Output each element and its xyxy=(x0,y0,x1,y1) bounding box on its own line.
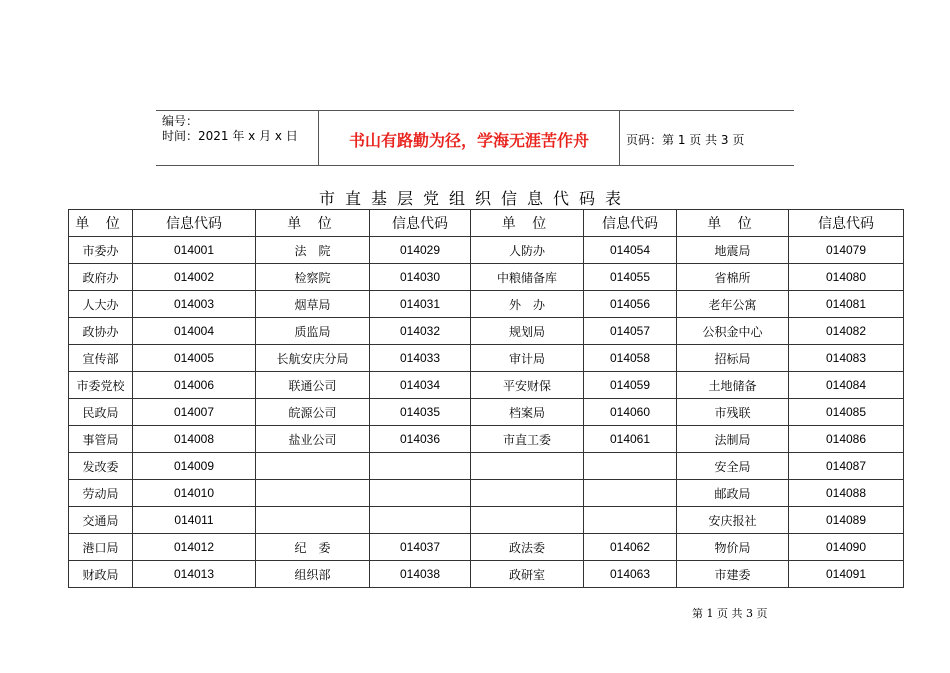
unit-name-cell xyxy=(256,507,370,534)
unit-name-cell xyxy=(256,480,370,507)
info-code-cell: 014080 xyxy=(789,264,904,291)
info-code-cell: 014084 xyxy=(789,372,904,399)
column-header-code: 信息代码 xyxy=(133,210,256,237)
unit-name-cell: 市建委 xyxy=(677,561,789,588)
unit-name-cell: 老年公寓 xyxy=(677,291,789,318)
info-code-cell: 014033 xyxy=(370,345,471,372)
column-header-unit: 单 位 xyxy=(256,210,370,237)
info-code-cell: 014002 xyxy=(133,264,256,291)
unit-name-cell: 人防办 xyxy=(471,237,584,264)
info-code-cell: 014063 xyxy=(584,561,677,588)
info-code-cell xyxy=(370,507,471,534)
info-code-cell: 014035 xyxy=(370,399,471,426)
table-row xyxy=(69,237,904,264)
unit-name-cell: 招标局 xyxy=(677,345,789,372)
table-row xyxy=(69,399,904,426)
document-title: 市直基层党组织信息代码表 xyxy=(318,189,631,208)
unit-name-cell: 纪 委 xyxy=(256,534,370,561)
unit-name-cell: 政研室 xyxy=(471,561,584,588)
info-code-cell: 014006 xyxy=(133,372,256,399)
unit-name-cell: 财政局 xyxy=(69,561,133,588)
unit-name-cell: 市委办 xyxy=(69,237,133,264)
info-code-cell: 014007 xyxy=(133,399,256,426)
unit-name-cell: 法制局 xyxy=(677,426,789,453)
unit-name-cell: 市直工委 xyxy=(471,426,584,453)
info-code-cell: 014091 xyxy=(789,561,904,588)
unit-name-cell: 质监局 xyxy=(256,318,370,345)
table-row xyxy=(69,507,904,534)
unit-name-cell: 政法委 xyxy=(471,534,584,561)
info-code-cell: 014086 xyxy=(789,426,904,453)
document-time-label: 时间：2021 年 x 月 x 日 xyxy=(162,129,298,143)
unit-name-cell xyxy=(471,453,584,480)
unit-name-cell: 宣传部 xyxy=(69,345,133,372)
info-code-cell: 014005 xyxy=(133,345,256,372)
info-code-cell: 014003 xyxy=(133,291,256,318)
table-row xyxy=(69,291,904,318)
info-code-cell: 014009 xyxy=(133,453,256,480)
unit-name-cell: 邮政局 xyxy=(677,480,789,507)
info-code-cell: 014081 xyxy=(789,291,904,318)
unit-name-cell xyxy=(471,480,584,507)
table-row xyxy=(69,534,904,561)
table-row xyxy=(69,318,904,345)
unit-name-cell: 物价局 xyxy=(677,534,789,561)
info-code-cell: 014038 xyxy=(370,561,471,588)
column-header-unit: 单 位 xyxy=(677,210,789,237)
unit-name-cell: 港口局 xyxy=(69,534,133,561)
table-row xyxy=(69,480,904,507)
info-code-cell xyxy=(584,507,677,534)
unit-name-cell: 政协办 xyxy=(69,318,133,345)
page-code-label: 页码：第 1 页 共 3 页 xyxy=(626,133,745,147)
table-header-row xyxy=(69,210,904,237)
unit-name-cell xyxy=(256,453,370,480)
info-code-cell: 014062 xyxy=(584,534,677,561)
info-code-cell: 014029 xyxy=(370,237,471,264)
page-footer: 第 1 页 共 3 页 xyxy=(692,607,768,620)
table-row xyxy=(69,561,904,588)
info-code-cell: 014011 xyxy=(133,507,256,534)
info-code-table xyxy=(68,209,904,588)
unit-name-cell: 土地储备 xyxy=(677,372,789,399)
unit-name-cell: 地震局 xyxy=(677,237,789,264)
unit-name-cell: 公积金中心 xyxy=(677,318,789,345)
info-code-cell: 014031 xyxy=(370,291,471,318)
info-code-cell: 014087 xyxy=(789,453,904,480)
info-code-cell: 014032 xyxy=(370,318,471,345)
unit-name-cell: 发改委 xyxy=(69,453,133,480)
info-code-cell: 014055 xyxy=(584,264,677,291)
info-code-cell: 014037 xyxy=(370,534,471,561)
unit-name-cell: 安庆报社 xyxy=(677,507,789,534)
table-row xyxy=(69,426,904,453)
column-header-code: 信息代码 xyxy=(584,210,677,237)
unit-name-cell: 长航安庆分局 xyxy=(256,345,370,372)
unit-name-cell: 烟草局 xyxy=(256,291,370,318)
info-code-cell: 014058 xyxy=(584,345,677,372)
unit-name-cell: 档案局 xyxy=(471,399,584,426)
column-header-code: 信息代码 xyxy=(789,210,904,237)
info-code-cell xyxy=(584,453,677,480)
column-header-code: 信息代码 xyxy=(370,210,471,237)
unit-name-cell: 事管局 xyxy=(69,426,133,453)
info-code-cell: 014061 xyxy=(584,426,677,453)
info-code-cell: 014004 xyxy=(133,318,256,345)
info-code-cell: 014012 xyxy=(133,534,256,561)
info-code-cell: 014054 xyxy=(584,237,677,264)
info-code-cell xyxy=(370,480,471,507)
info-code-cell: 014008 xyxy=(133,426,256,453)
table-row xyxy=(69,345,904,372)
unit-name-cell: 检察院 xyxy=(256,264,370,291)
info-code-cell: 014082 xyxy=(789,318,904,345)
unit-name-cell: 盐业公司 xyxy=(256,426,370,453)
table-row xyxy=(69,264,904,291)
unit-name-cell: 劳动局 xyxy=(69,480,133,507)
unit-name-cell: 外 办 xyxy=(471,291,584,318)
info-code-cell: 014085 xyxy=(789,399,904,426)
unit-name-cell: 中粮储备库 xyxy=(471,264,584,291)
unit-name-cell: 审计局 xyxy=(471,345,584,372)
info-code-cell: 014060 xyxy=(584,399,677,426)
info-code-cell: 014010 xyxy=(133,480,256,507)
info-code-cell: 014057 xyxy=(584,318,677,345)
unit-name-cell: 政府办 xyxy=(69,264,133,291)
unit-name-cell: 组织部 xyxy=(256,561,370,588)
unit-name-cell: 安全局 xyxy=(677,453,789,480)
unit-name-cell: 法 院 xyxy=(256,237,370,264)
info-code-cell: 014059 xyxy=(584,372,677,399)
slogan-text: 书山有路勤为径，学海无涯苦作舟 xyxy=(348,131,589,150)
unit-name-cell: 人大办 xyxy=(69,291,133,318)
info-code-cell xyxy=(584,480,677,507)
table-row xyxy=(69,453,904,480)
info-code-cell: 014036 xyxy=(370,426,471,453)
info-code-cell: 014013 xyxy=(133,561,256,588)
column-header-unit: 单 位 xyxy=(69,210,133,237)
unit-name-cell: 联通公司 xyxy=(256,372,370,399)
unit-name-cell: 民政局 xyxy=(69,399,133,426)
unit-name-cell: 交通局 xyxy=(69,507,133,534)
info-code-cell: 014030 xyxy=(370,264,471,291)
unit-name-cell: 省棉所 xyxy=(677,264,789,291)
unit-name-cell: 皖源公司 xyxy=(256,399,370,426)
info-code-cell: 014001 xyxy=(133,237,256,264)
document-number-label: 编号： xyxy=(162,114,199,128)
column-header-unit: 单 位 xyxy=(471,210,584,237)
info-code-cell xyxy=(370,453,471,480)
header-slogan-cell xyxy=(319,111,620,165)
table-body xyxy=(69,237,904,588)
unit-name-cell: 市残联 xyxy=(677,399,789,426)
header-info-cell xyxy=(156,111,319,165)
info-code-cell: 014056 xyxy=(584,291,677,318)
unit-name-cell: 规划局 xyxy=(471,318,584,345)
unit-name-cell: 平安财保 xyxy=(471,372,584,399)
unit-name-cell: 市委党校 xyxy=(69,372,133,399)
info-code-cell: 014079 xyxy=(789,237,904,264)
header-page-cell xyxy=(620,111,794,165)
info-code-cell: 014034 xyxy=(370,372,471,399)
table-row xyxy=(69,372,904,399)
info-code-cell: 014088 xyxy=(789,480,904,507)
info-code-cell: 014090 xyxy=(789,534,904,561)
document-header xyxy=(156,110,794,166)
info-code-cell: 014083 xyxy=(789,345,904,372)
unit-name-cell xyxy=(471,507,584,534)
info-code-cell: 014089 xyxy=(789,507,904,534)
